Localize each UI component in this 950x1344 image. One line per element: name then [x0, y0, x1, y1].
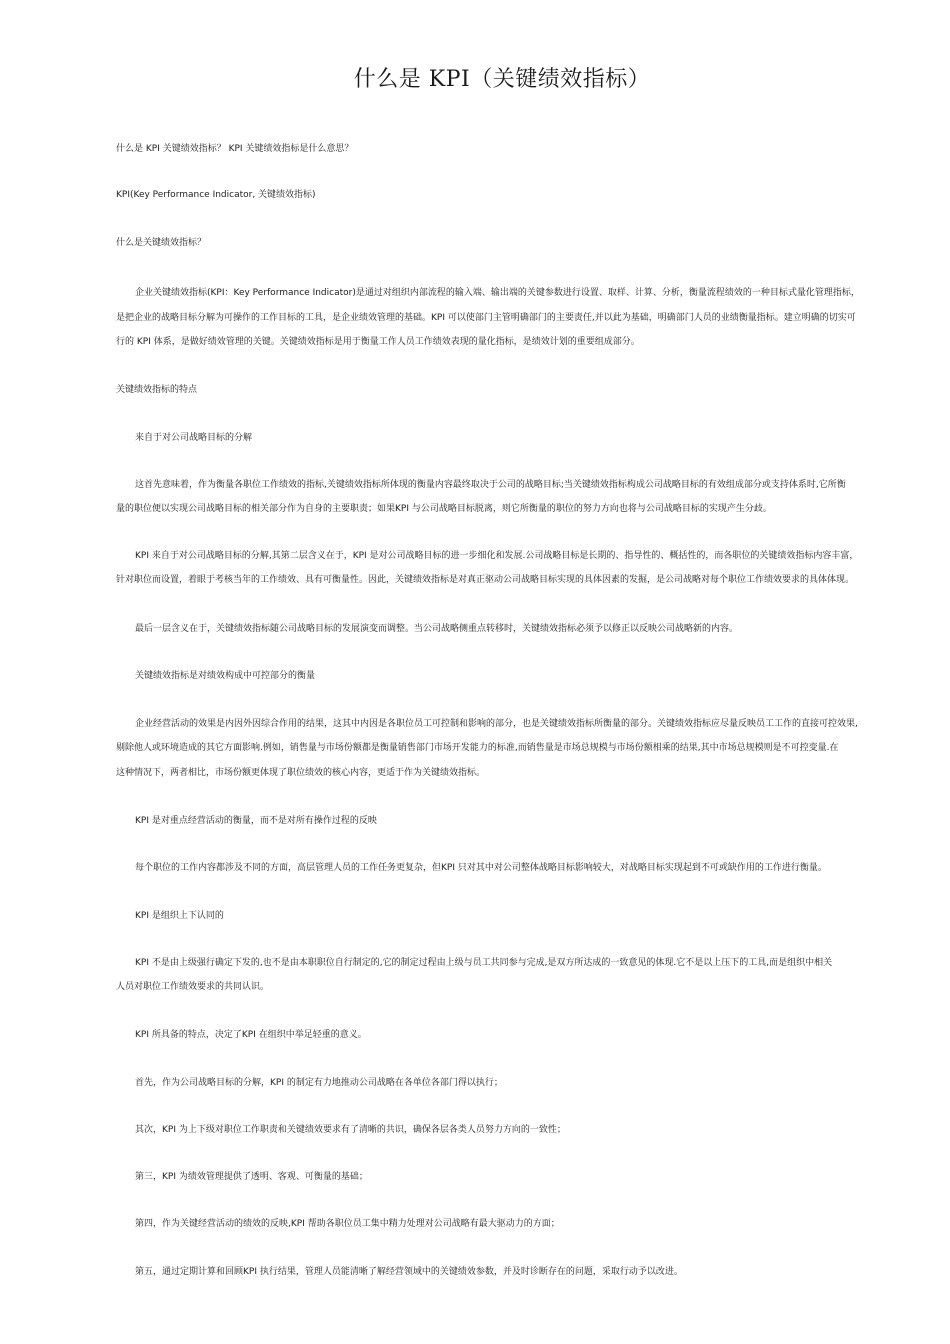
- subheading: 来自于对公司战略目标的分解: [135, 433, 253, 443]
- paragraph-line: 人员对职位工作绩效要求的共同认识。: [116, 982, 270, 992]
- list-item: 第五，通过定期计算和回顾KPI 执行结果，管理人员能清晰了解经营领域中的关键绩效参数，并及时诊断存在的问题，采取行动予以改进。: [135, 1267, 683, 1277]
- list-item: 第三，KPI 为绩效管理提供了透明、客观、可衡量的基础；: [135, 1172, 368, 1182]
- paragraph-line: 针对职位而设置，着眼于考核当年的工作绩效、具有可衡量性。因此，关键绩效指标是对真正驱动公司战略目标实现的具体因素的发掘，是公司战略对每个职位工作绩效要求的具体体现。: [116, 575, 855, 585]
- list-item: 首先，作为公司战略目标的分解，KPI 的制定有力地推动公司战略在各单位各部门得以执行；: [135, 1078, 503, 1088]
- paragraph-line: 企业关键绩效指标(KPI：Key Performance Indicator)是通过对组织内部流程的输入端、输出端的关键参数进行设置、取样、计算、分析，衡量流程绩效的一种目标式量化管理指标，: [135, 288, 860, 298]
- section-heading-features: 关键绩效指标的特点: [116, 385, 198, 395]
- paragraph-line: 这首先意味着，作为衡量各职位工作绩效的指标,关键绩效指标所体现的衡量内容最终取决于公司的战略目标;当关键绩效指标构成公司战略目标的有效组成部分或支持体系时,它所衡: [135, 480, 846, 490]
- subheading: KPI 是对重点经营活动的衡量，而不是对所有操作过程的反映: [135, 816, 377, 826]
- question-line: 什么是 KPI 关键绩效指标？ KPI 关键绩效指标是什么意思？: [116, 144, 354, 154]
- paragraph-line: KPI 不是由上级强行确定下发的,也不是由本职职位自行制定的,它的制定过程由上级与员工共同参与完成,是双方所达成的一致意见的体现.它不是以上压下的工具,而是组织中相关: [135, 958, 833, 968]
- paragraph-line: 行的 KPI 体系，是做好绩效管理的关键。关键绩效指标是用于衡量工作人员工作绩效表现的量化指标，是绩效计划的重要组成部分。: [116, 337, 640, 347]
- list-item: 其次，KPI 为上下级对职位工作职责和关键绩效要求有了清晰的共识，确保各层各类人员努力方向的一致性；: [135, 1125, 566, 1135]
- subheading: KPI 是组织上下认同的: [135, 911, 224, 921]
- paragraph-line: 最后一层含义在于，关键绩效指标随公司战略目标的发展演变而调整。当公司战略侧重点转移时，关键绩效指标必须予以修正以反映公司战略新的内容。: [135, 624, 739, 634]
- paragraph-line: 这种情况下，两者相比，市场份额更体现了职位绩效的核心内容，更适于作为关键绩效指标。: [116, 768, 486, 778]
- section-heading-what-is: 什么是关键绩效指标？: [116, 238, 207, 248]
- paragraph-line: 是把企业的战略目标分解为可操作的工作目标的工具，是企业绩效管理的基础。KPI 可以使部门主管明确部门的主要责任,并以此为基础，明确部门人员的业绩衡量指标。建立明确的切实可: [116, 313, 856, 323]
- paragraph-line: 剔除他人或环境造成的其它方面影响.例如，销售量与市场份额都是衡量销售部门市场开发能力的标准,而销售量是市场总规模与市场份额相乘的结果,其中市场总规模则是不可控变量.在: [116, 743, 839, 753]
- paragraph-line: KPI 所具备的特点，决定了KPI 在组织中举足轻重的意义。: [135, 1030, 367, 1040]
- paragraph-line: KPI 来自于对公司战略目标的分解,其第二层含义在于，KPI 是对公司战略目标的进一步细化和发展.公司战略目标是长期的、指导性的、概括性的，而各职位的关键绩效指标内容丰富，: [135, 551, 859, 561]
- paragraph-line: 每个职位的工作内容都涉及不同的方面，高层管理人员的工作任务更复杂，但KPI 只对其中对公司整体战略目标影响较大，对战略目标实现起到不可或缺作用的工作进行衡量。: [135, 863, 827, 873]
- list-item: 第四，作为关键经营活动的绩效的反映,KPI 帮助各职位员工集中精力处理对公司战略有最大驱动力的方面；: [135, 1219, 560, 1229]
- paragraph-line: 企业经营活动的效果是内因外因综合作用的结果，这其中内因是各职位员工可控制和影响的部分，也是关键绩效指标所衡量的部分。关键绩效指标应尽量反映员工工作的直接可控效果,: [135, 719, 858, 729]
- kpi-definition-line: KPI(Key Performance Indicator, 关键绩效指标): [116, 190, 316, 200]
- paragraph-line: 量的职位便以实现公司战略目标的相关部分作为自身的主要职责；如果KPI 与公司战略目标脱离，则它所衡量的职位的努力方向也将与公司战略目标的实现产生分歧。: [116, 504, 772, 514]
- subheading: 关键绩效指标是对绩效构成中可控部分的衡量: [135, 671, 316, 681]
- document-title: 什么是 KPI（关键绩效指标）: [353, 67, 651, 92]
